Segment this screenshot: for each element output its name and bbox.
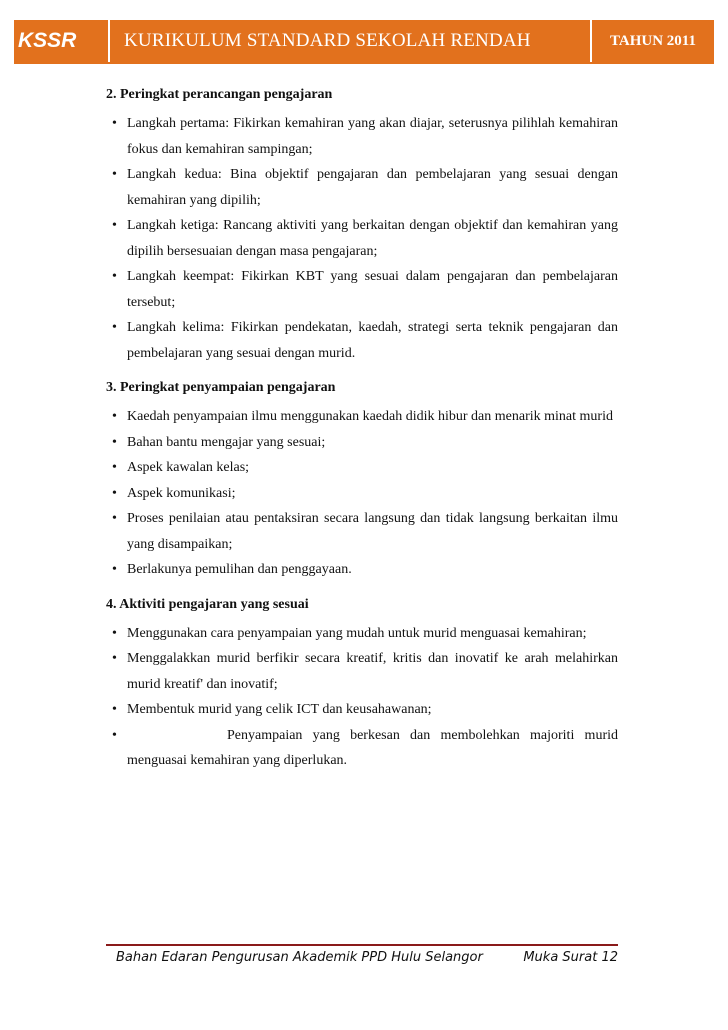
section-penyampaian bbox=[106, 380, 618, 583]
list-item-text: Penyampaian yang berkesan dan membolehkan majoriti murid menguasai kemahiran yang diperlukan. bbox=[127, 727, 618, 768]
section-title: 4. Aktiviti pengajaran yang sesuai bbox=[106, 596, 309, 612]
list-item: • Langkah kedua: Bina objektif pengajaran dan pembelajaran yang sesuai dengan kemahiran yang dipilih; bbox=[106, 162, 618, 213]
list-item: • Bahan bantu mengajar yang sesuai; bbox=[106, 430, 618, 456]
page-header bbox=[14, 20, 714, 62]
page-number: Muka Surat 12 bbox=[523, 950, 618, 965]
header-title: KURIKULUM STANDARD SEKOLAH RENDAH bbox=[108, 20, 592, 62]
list-item: • Langkah ketiga: Rancang aktiviti yang berkaitan dengan objektif dan kemahiran yang dipilih bersesuaian dengan masa pengajaran; bbox=[106, 213, 618, 264]
footer-source: Bahan Edaran Pengurusan Akademik PPD Hulu Selangor bbox=[116, 950, 483, 965]
section-title: 2. Peringkat perancangan pengajaran bbox=[106, 87, 333, 102]
document-body bbox=[106, 87, 618, 788]
list-item: • Langkah keempat: Fikirkan KBT yang sesuai dalam pengajaran dan pembelajaran tersebut; bbox=[106, 264, 618, 315]
section-aktiviti bbox=[106, 597, 618, 774]
bullet-list bbox=[106, 404, 618, 583]
list-item: • Menggunakan cara penyampaian yang mudah untuk murid menguasai kemahiran; bbox=[106, 621, 618, 647]
list-item: • Aspek komunikasi; bbox=[106, 481, 618, 507]
list-item: • Berlakunya pemulihan dan penggayaan. bbox=[106, 557, 618, 583]
header-year: TAHUN 2011 bbox=[592, 20, 714, 62]
list-item: • Menggalakkan murid berfikir secara kreatif, kritis dan inovatif ke arah melahirkan murid kreatif' dan inovatif; bbox=[106, 646, 618, 697]
list-item: • Proses penilaian atau pentaksiran secara langsung dan tidak langsung berkaitan ilmu yang disampaikan; bbox=[106, 506, 618, 557]
list-item: • Langkah kelima: Fikirkan pendekatan, kaedah, strategi serta teknik pengajaran dan pembelajaran yang sesuai dengan murid. bbox=[106, 315, 618, 366]
bullet-list bbox=[106, 621, 618, 774]
section-perancangan bbox=[106, 87, 618, 366]
header-divider bbox=[14, 62, 714, 64]
header-brand: KSSR bbox=[14, 20, 108, 62]
list-item: • Aspek kawalan kelas; bbox=[106, 455, 618, 481]
footer-divider bbox=[106, 944, 618, 946]
list-item: • Langkah pertama: Fikirkan kemahiran yang akan diajar, seterusnya pilihlah kemahiran fokus dan kemahiran sampingan; bbox=[106, 111, 618, 162]
list-item: • Membentuk murid yang celik ICT dan keusahawanan; bbox=[106, 697, 618, 723]
section-title: 3. Peringkat penyampaian pengajaran bbox=[106, 380, 336, 395]
list-item: • Kaedah penyampaian ilmu menggunakan kaedah didik hibur dan menarik minat murid bbox=[106, 404, 618, 430]
bullet-list bbox=[106, 111, 618, 366]
list-item bbox=[106, 723, 618, 774]
